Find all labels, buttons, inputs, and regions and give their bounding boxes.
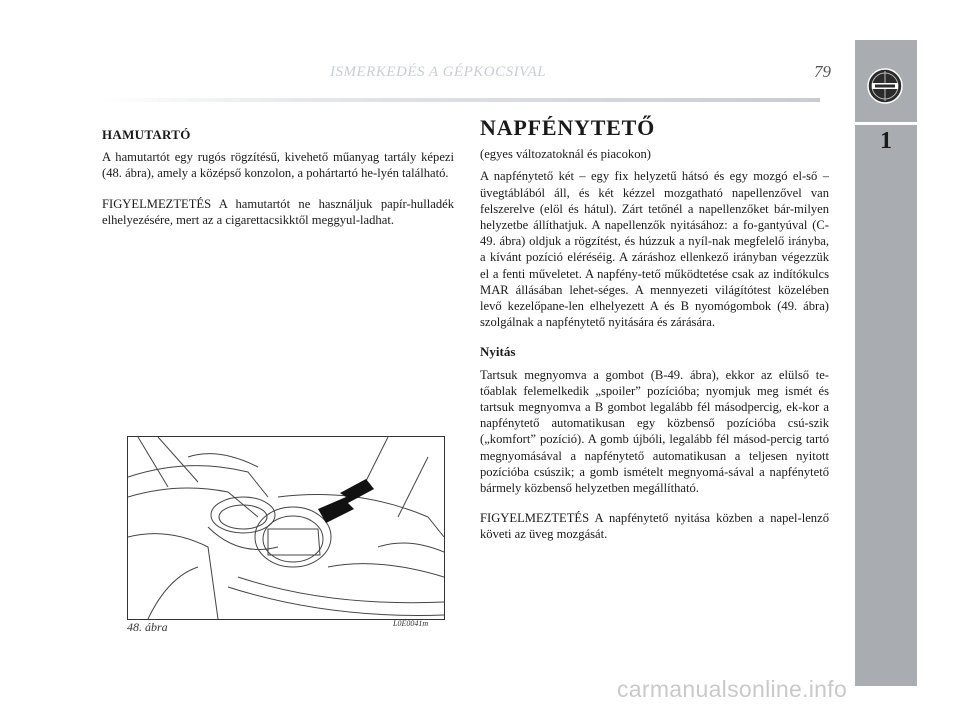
ashtray-paragraph: A hamutartót egy rugós rögzítésű, kivehető műanyag tartály képezi (48. ábra), amely a középső konzolon, a pohártartó he-lyén található. (102, 150, 454, 181)
figure-caption: 48. ábra (127, 620, 168, 634)
section-heading-sunroof: NAPFÉNYTETŐ (480, 115, 656, 140)
sunroof-warning: FIGYELMEZTETÉS A napfénytető nyitása közben a napel-lenző követi az üveg mozgását. (480, 511, 829, 542)
section-heading-ashtray: HAMUTARTÓ (102, 127, 191, 142)
subheading-opening: Nyitás (480, 344, 516, 360)
sunroof-subtitle: (egyes változatoknál és piacokon) (480, 147, 651, 162)
sunroof-paragraph: A napfénytető két – egy fix helyzetű hátsó és egy mozgó el-ső – üvegtáblából áll, és két kézzel mozgatható napellenzővel van felszerelve (elöl és hátul). Zárt tetőnél a napellenzőket bár-milyen helyzetbe állíthatjuk. A napellenzők nyitásához: a fo-gantyúval (C-49. ábra) oldjuk a rögzítést, és húzzuk a nyíl-nak megfelelő irányba, a kívánt pozíció eléréséig. A záráshoz ellenkező irányban végezzük el a fenti műveletet. A napfény-tető működtetése csak az indítókulcs MAR állásában lehet-séges. A mennyezeti világítótest közelében levő kezelőpane-len elhelyezett A és B nyomógombok (49. ábra) szolgálnak a napfénytető nyitására és zárására. (480, 169, 829, 330)
header-divider (100, 98, 820, 102)
running-header-title: ISMERKEDÉS A GÉPKOCSIVAL (330, 64, 547, 80)
arrow-pointer-icon (318, 479, 374, 523)
ashtray-warning: FIGYELMEZTETÉS A hamutartót ne használjuk papír-hulladék elhelyezésére, mert az a cigarettacsikktől meggyul-ladhat. (102, 196, 454, 227)
page-number: 79 (814, 62, 831, 81)
sidebar-divider (855, 122, 917, 125)
figure-48-ashtray-illustration (127, 436, 445, 620)
figure-code: L0E0041m (393, 619, 429, 628)
left-column (102, 127, 454, 242)
right-column (480, 115, 829, 557)
lancia-logo-icon (866, 67, 904, 105)
opening-paragraph: Tartsuk megnyomva a gombot (B-49. ábra), ekkor az elülső te-tőablak felemelkedik „spoiler” pozícióba; nyomjuk meg ismét és tartsuk megnyomva a B gombot legalább fél másodpercig, ek-kor a napfénytető automatikusan egy közbenső pozícióba csú-szik („komfort” pozíció). A gomb újbóli, legalább fél másod-percig tartó megnyomásával a napfénytető automatikusan a teljesen nyitott pozícióba csúszik; a gomb ismételt megnyomá-sával a napfénytető bármely közbenső helyzetben megállítható. (480, 367, 829, 496)
ashtray-line-drawing (128, 437, 444, 619)
chapter-number: 1 (880, 128, 892, 154)
watermark: carmanualsonline.info (617, 676, 848, 702)
